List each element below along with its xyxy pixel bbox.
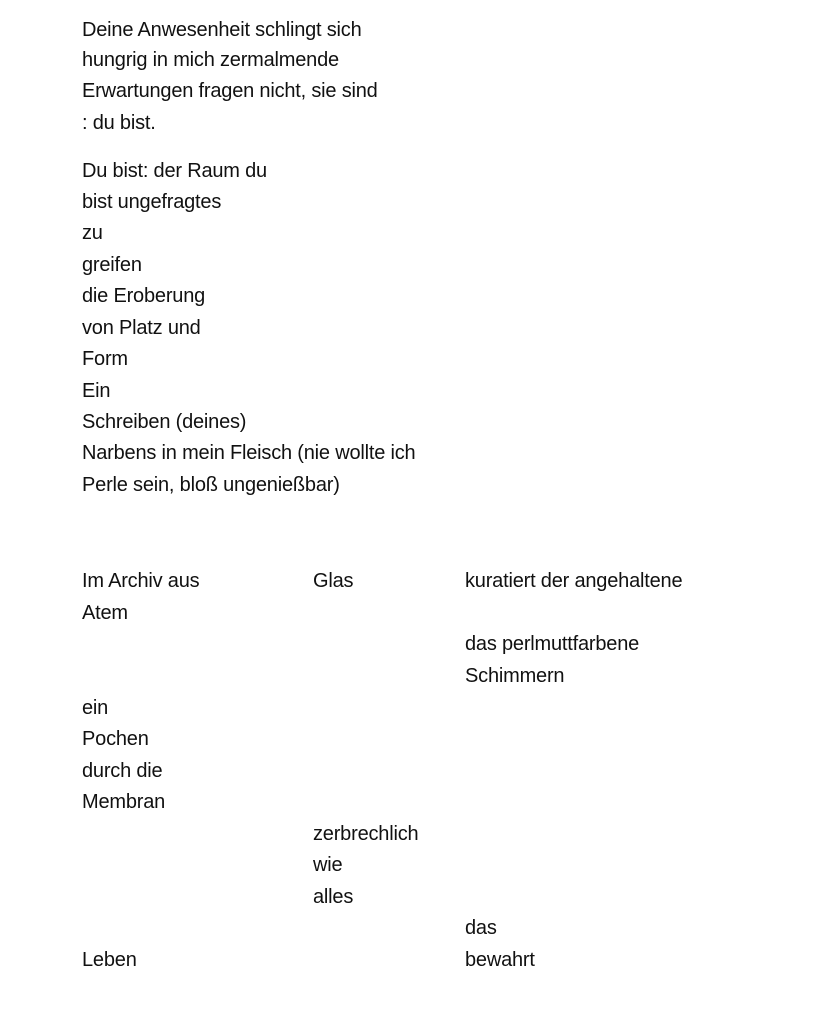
stanza1-line-3: Erwartungen fragen nicht, sie sind: [82, 80, 378, 102]
section3-col1-line-7: Leben: [82, 949, 137, 971]
stanza2-line-6: von Platz und: [82, 317, 201, 339]
section3-col2-line-2: zerbrechlich: [313, 823, 419, 845]
section3-col1-line-3: ein: [82, 697, 109, 719]
section3-col2-line-3: wie: [313, 854, 343, 876]
section3-col2-line-1: Glas: [313, 570, 354, 592]
stanza2-line-2: bist ungefragtes: [82, 191, 222, 213]
stanza2-line-9: Schreiben (deines): [82, 411, 247, 433]
section3-col1-line-5: durch die: [82, 760, 163, 782]
section3-col3-line-4: das: [465, 917, 497, 939]
stanza2-line-1: Du bist: der Raum du: [82, 160, 267, 182]
section3-col1-line-6: Membran: [82, 791, 166, 813]
section3-col3-line-3: Schimmern: [465, 665, 565, 687]
stanza2-line-11: Perle sein, bloß ungenießbar): [82, 474, 340, 496]
stanza2-line-8: Ein: [82, 380, 111, 402]
stanza2-line-3: zu: [82, 222, 103, 244]
stanza1-line-4: : du bist.: [82, 112, 156, 134]
section3-col1-line-1: Im Archiv aus: [82, 570, 200, 592]
section3-col3-line-5: bewahrt: [465, 949, 535, 971]
section3-col3-line-1: kuratiert der angehaltene: [465, 570, 683, 592]
section3-col3-line-2: das perlmuttfarbene: [465, 633, 640, 655]
section3-col2-line-4: alles: [313, 886, 354, 908]
stanza2-line-5: die Eroberung: [82, 285, 206, 307]
stanza1-line-2: hungrig in mich zermalmende: [82, 49, 339, 71]
stanza2-line-10: Narbens in mein Fleisch (nie wollte ich: [82, 442, 416, 464]
stanza2-line-7: Form: [82, 348, 128, 370]
stanza2-line-4: greifen: [82, 254, 142, 276]
section3-col1-line-4: Pochen: [82, 728, 149, 750]
section3-col1-line-2: Atem: [82, 602, 128, 624]
stanza1-line-1: Deine Anwesenheit schlingt sich: [82, 19, 362, 41]
